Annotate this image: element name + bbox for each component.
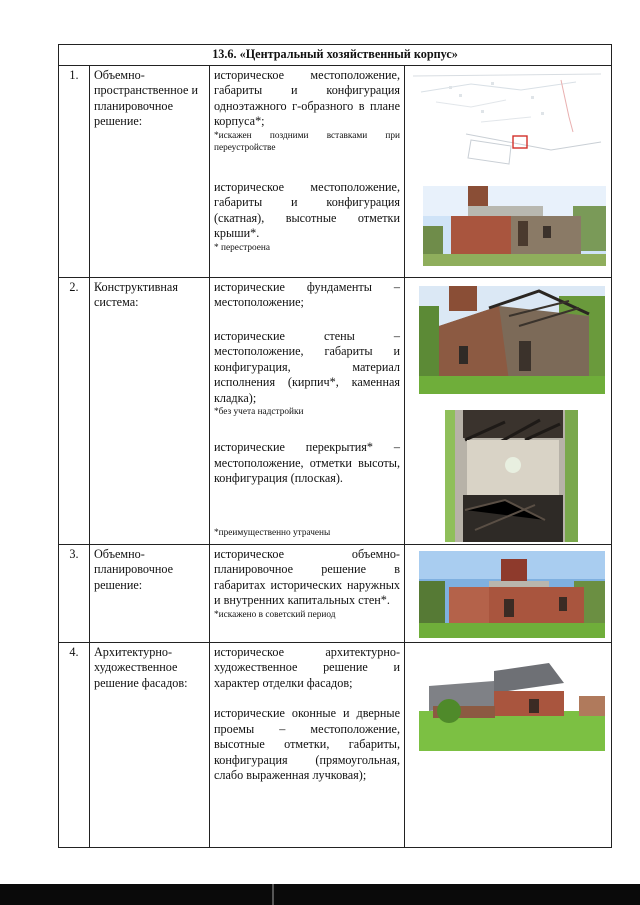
row-images <box>405 544 612 642</box>
row-number: 2. <box>59 277 90 544</box>
row-description <box>210 544 405 642</box>
table-title-row <box>59 45 612 66</box>
row-number: 1. <box>59 65 90 277</box>
item-text: исторические стены – местоположение, габариты и конфигурация, материал исполнения (кирпич*, каменная кладка); <box>214 328 400 405</box>
item-note: *искажено в советский период <box>214 609 336 620</box>
scan-edge-bar <box>0 884 640 905</box>
row-name: Архитектурно-художественное решение фасадов: <box>90 642 210 847</box>
section-title: 13.6. «Центральный хозяйственный корпус» <box>59 45 612 66</box>
item-note: *без учета надстройки <box>214 407 304 417</box>
row-name: Объемно-планировочное решение: <box>90 544 210 642</box>
row-number: 3. <box>59 544 90 642</box>
row-description <box>210 642 405 847</box>
item-note: * перестроена <box>214 242 271 253</box>
ruined-building-photo <box>419 286 605 394</box>
row-images <box>405 277 612 544</box>
table-row <box>59 544 612 642</box>
item-note: *преимущественно утрачены <box>214 527 331 538</box>
row-images <box>405 642 612 847</box>
row-images <box>405 65 612 277</box>
item-text: исторические оконные и дверные проемы – местоположение, высотные отметки, габариты, конфигурация (прямоугольная, слабо выраженная лучковая); <box>214 706 400 782</box>
item-text: исторические перекрытия* – местоположение, отметки высоты, конфигурация (плоская). <box>214 440 400 485</box>
site-plan-map <box>411 72 606 172</box>
monument-subject-table <box>58 44 612 848</box>
building-photo-brick-facade <box>419 551 605 638</box>
table-row <box>59 277 612 544</box>
item-text: историческое объемно-планировочное решение в габаритах исторических наружных и внутренних капитальных стен*. <box>214 546 400 607</box>
row-description <box>210 277 405 544</box>
row-name: Объемно-пространственное и планировочное решение: <box>90 65 210 277</box>
table-row <box>59 65 612 277</box>
item-text: историческое архитектурно-художественное решение и характер отделки фасадов; <box>214 644 400 690</box>
row-number: 4. <box>59 642 90 847</box>
building-photo-roof-tower <box>423 186 606 266</box>
interior-ruin-photo <box>445 410 578 542</box>
table-row <box>59 642 612 847</box>
row-description <box>210 65 405 277</box>
building-photo-gray-roof <box>419 651 605 751</box>
item-text: исторические фундаменты – местоположение; <box>214 279 400 309</box>
item-note: *искажен поздними вставками при переустройстве <box>214 130 400 153</box>
row-name: Конструктивная система: <box>90 277 210 544</box>
scan-seam <box>272 884 274 905</box>
item-text: историческое местоположение, габариты и конфигурация одноэтажного г-образного в плане корпуса*; <box>214 67 400 128</box>
item-text: историческое местоположение, габариты и конфигурация (скатная), высотные отметки крыши*. <box>214 179 400 240</box>
